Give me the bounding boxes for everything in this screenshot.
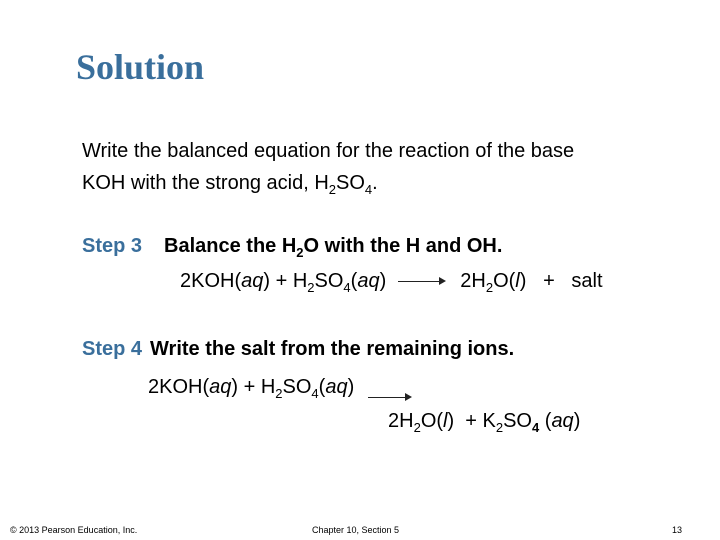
state-aq: aq (241, 270, 264, 292)
step-4-heading (82, 338, 514, 361)
step-3-heading (82, 235, 502, 258)
intro-text: . (372, 172, 378, 194)
step-text (164, 235, 503, 260)
equation-step-3 (180, 270, 603, 293)
subscript: 2 (495, 420, 504, 435)
step-text-a: Balance the H (164, 235, 297, 257)
step-label: Step 4 (82, 338, 143, 360)
subscript: 2 (296, 245, 304, 260)
equation-step-4-products (388, 410, 580, 433)
eq-text: 2H (460, 270, 486, 292)
eq-text: O( (420, 410, 444, 432)
subscript: 2 (275, 386, 283, 401)
reaction-arrow-icon (368, 393, 412, 403)
eq-text: ( (350, 270, 358, 292)
eq-text: ) + salt (519, 270, 603, 292)
step-label: Step 3 (82, 235, 143, 257)
state-aq: aq (551, 410, 574, 432)
eq-text: SO (314, 270, 344, 292)
subscript: 4 (364, 182, 373, 197)
subscript: 4 (343, 280, 351, 295)
subscript: 2 (485, 280, 494, 295)
reaction-arrow-icon (398, 277, 446, 287)
step-text-b: O with the H and OH. (303, 235, 503, 257)
eq-text: ( (539, 410, 552, 432)
eq-text: ) (347, 376, 355, 398)
state-aq: aq (357, 270, 380, 292)
eq-text: ) (573, 410, 581, 432)
state-l: l (443, 410, 448, 432)
eq-text: ) (379, 270, 387, 292)
eq-text: SO (282, 376, 312, 398)
footer-chapter: Chapter 10, Section 5 (312, 525, 400, 535)
intro-text: KOH with the strong acid, H (82, 172, 329, 194)
eq-text: ) + H (263, 270, 308, 292)
footer-copyright: © 2013 Pearson Education, Inc. (10, 525, 138, 535)
subscript: 4 (531, 420, 540, 435)
eq-text: ( (318, 376, 326, 398)
subscript: 2 (413, 420, 421, 435)
state-aq: aq (209, 376, 232, 398)
eq-text: SO (503, 410, 532, 432)
eq-text: ) + K (447, 410, 496, 432)
slide-title: Solution (76, 47, 205, 87)
state-l: l (515, 270, 520, 292)
subscript: 2 (307, 280, 315, 295)
equation-step-4-reactants (148, 376, 412, 399)
intro-text: SO (336, 172, 365, 194)
intro-line-1: Write the balanced equation for the reaction of the base (82, 140, 575, 162)
eq-text: O( (493, 270, 516, 292)
subscript: 2 (328, 182, 337, 197)
state-aq: aq (325, 376, 348, 398)
intro-line-2 (82, 172, 378, 195)
eq-text: 2H (388, 410, 414, 432)
subscript: 4 (311, 386, 319, 401)
footer-page-number: 13 (672, 525, 683, 535)
step-text: Write the salt from the remaining ions. (150, 338, 515, 360)
eq-text: 2KOH( (148, 376, 210, 398)
eq-text: 2KOH( (180, 270, 242, 292)
eq-text: ) + H (231, 376, 276, 398)
